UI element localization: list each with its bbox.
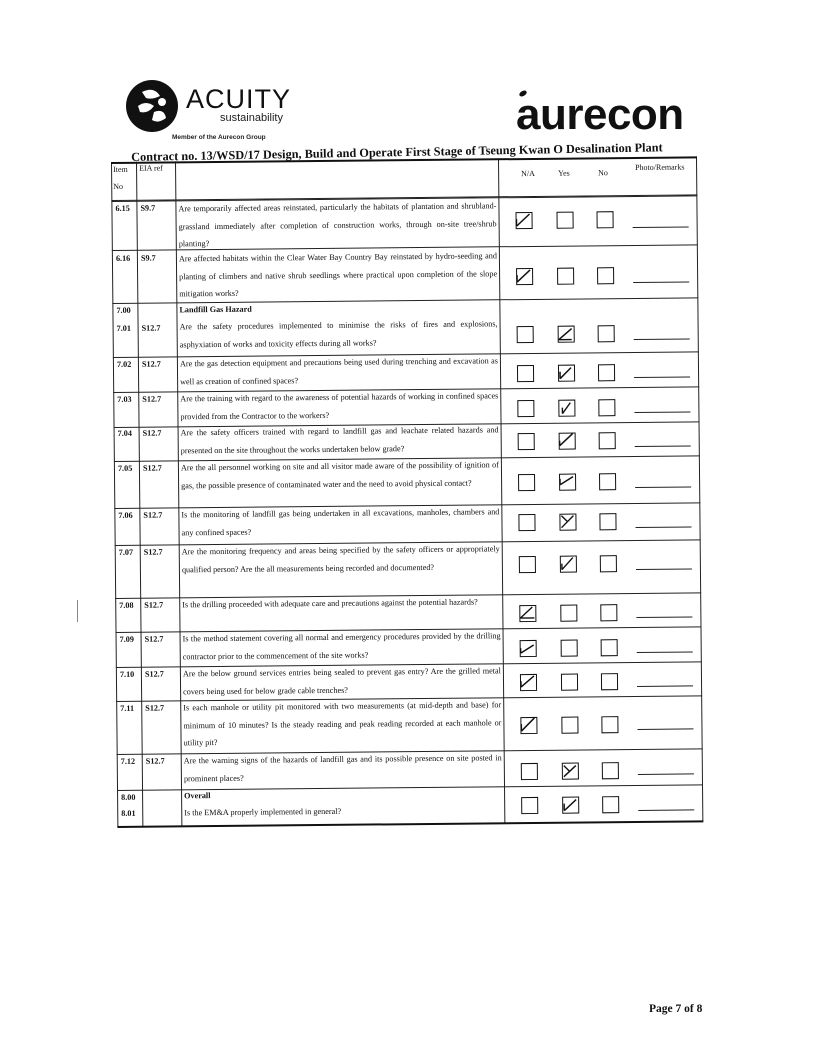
eia-ref: S12.7 bbox=[144, 634, 164, 644]
table-row bbox=[117, 803, 703, 818]
yes-checkbox[interactable] bbox=[561, 674, 578, 691]
remarks-field[interactable] bbox=[635, 486, 691, 488]
yes-checkbox[interactable] bbox=[562, 797, 579, 814]
check-mark-icon bbox=[520, 716, 537, 733]
no-checkbox[interactable] bbox=[598, 325, 615, 342]
yes-checkbox[interactable] bbox=[559, 433, 576, 450]
header-na: N/A bbox=[521, 168, 535, 179]
check-mark-icon bbox=[562, 796, 579, 813]
no-checkbox[interactable] bbox=[599, 473, 616, 490]
check-mark-icon bbox=[558, 399, 575, 416]
item-number: 8.01 bbox=[121, 808, 136, 818]
na-checkbox[interactable] bbox=[517, 400, 534, 417]
remarks-field[interactable] bbox=[635, 445, 691, 447]
header-photo-remarks: Photo/Remarks bbox=[635, 162, 685, 172]
no-checkbox[interactable] bbox=[602, 762, 619, 779]
no-checkbox[interactable] bbox=[599, 432, 616, 449]
yes-checkbox[interactable] bbox=[559, 474, 576, 491]
check-mark-icon bbox=[557, 325, 574, 342]
eia-ref: S9.7 bbox=[140, 203, 156, 213]
table-row bbox=[114, 458, 700, 490]
check-mark-icon bbox=[558, 432, 575, 449]
section-heading: Overall bbox=[184, 791, 211, 801]
question-text: Is the drilling proceeded with adequate care and precautions against the potential hazards? bbox=[182, 597, 478, 610]
margin-scan-mark bbox=[77, 600, 78, 622]
acuity-logo bbox=[124, 78, 294, 148]
item-number: 7.00 bbox=[116, 305, 131, 315]
table-row bbox=[116, 698, 702, 748]
no-checkbox[interactable] bbox=[598, 399, 615, 416]
question-text: Is the EM&A properly implemented in general? bbox=[184, 806, 342, 818]
remarks-field[interactable] bbox=[637, 728, 693, 730]
table-row bbox=[117, 787, 703, 802]
yes-checkbox[interactable] bbox=[558, 400, 575, 417]
table-row bbox=[112, 248, 698, 299]
item-number: 7.04 bbox=[117, 428, 132, 438]
yes-checkbox[interactable] bbox=[558, 326, 575, 343]
remarks-field[interactable] bbox=[634, 376, 690, 378]
acuity-emblem-icon bbox=[124, 78, 180, 134]
no-checkbox[interactable] bbox=[600, 555, 617, 572]
no-checkbox[interactable] bbox=[597, 267, 614, 284]
remarks-field[interactable] bbox=[633, 226, 689, 228]
acuity-tagline: sustainability bbox=[220, 112, 283, 124]
yes-checkbox[interactable] bbox=[556, 212, 573, 229]
check-mark-icon bbox=[515, 211, 532, 228]
item-number: 7.12 bbox=[120, 756, 136, 766]
question-text: Are the training with regard to the awareness of potential hazards of working in confined spaces provided from the Contractor to the workers? bbox=[180, 391, 499, 421]
item-number: 7.11 bbox=[120, 703, 135, 713]
yes-checkbox[interactable] bbox=[560, 605, 577, 622]
na-checkbox[interactable] bbox=[515, 212, 532, 229]
question-text: Are the gas detection equipment and precautions being used during trenching and excavation as well as creation of confined spaces? bbox=[179, 356, 498, 386]
na-checkbox[interactable] bbox=[516, 268, 533, 285]
yes-checkbox[interactable] bbox=[560, 556, 577, 573]
header-yes: Yes bbox=[558, 168, 570, 178]
eia-ref: S12.7 bbox=[141, 359, 161, 369]
table-row bbox=[114, 423, 700, 455]
check-mark-icon bbox=[559, 555, 576, 572]
check-mark-icon bbox=[519, 604, 536, 621]
table-row bbox=[115, 595, 701, 610]
table-row bbox=[116, 629, 702, 661]
remarks-field[interactable] bbox=[636, 526, 692, 528]
eia-ref: S12.7 bbox=[142, 428, 162, 438]
question-text: Are affected habitats within the Clear Water Bay Country Bay reinstated by hydro-seeding and planting of climbers and native shrub seedlings where practical upon completion of the slope mitigation works? bbox=[178, 251, 498, 299]
check-mark-icon bbox=[515, 267, 532, 284]
item-number: 7.02 bbox=[116, 359, 132, 369]
header-eia-ref: EIA ref bbox=[139, 163, 163, 173]
na-checkbox[interactable] bbox=[519, 556, 536, 573]
eia-ref: S12.7 bbox=[142, 394, 162, 404]
table-row bbox=[112, 300, 698, 315]
contract-title: Contract no. 13/WSD/17 Design, Build and Operate First Stage of Tseung Kwan O Desalination Plant bbox=[131, 140, 663, 164]
aurecon-logo: aurecon bbox=[516, 90, 684, 139]
item-number: 8.00 bbox=[121, 792, 136, 802]
eia-ref: S12.7 bbox=[144, 600, 164, 610]
header-item-no: No bbox=[113, 181, 124, 191]
no-checkbox[interactable] bbox=[596, 211, 613, 228]
na-checkbox[interactable] bbox=[518, 474, 535, 491]
checklist-table bbox=[111, 156, 703, 827]
table-row bbox=[115, 542, 701, 574]
acuity-wordmark: ACUITY bbox=[186, 84, 292, 114]
table-row bbox=[116, 664, 702, 696]
question-text: Is the monitoring of landfill gas being undertaken in all excavations, manholes, chambers and any confined spaces? bbox=[181, 507, 500, 537]
header-item: Item bbox=[113, 164, 128, 174]
remarks-field[interactable] bbox=[634, 338, 690, 340]
table-row bbox=[113, 389, 699, 421]
eia-ref: S12.7 bbox=[145, 756, 165, 766]
item-number: 7.10 bbox=[119, 669, 135, 679]
header-no: No bbox=[598, 168, 608, 178]
remarks-field[interactable] bbox=[637, 685, 693, 687]
question-text: Are the safety procedures implemented to minimise the risks of fires and explosions, asphyxiation of works and toxicity effects during all works? bbox=[179, 319, 498, 349]
acuity-member-note: Member of the Aurecon Group bbox=[172, 134, 266, 141]
no-checkbox[interactable] bbox=[602, 796, 619, 813]
no-checkbox[interactable] bbox=[601, 716, 618, 733]
question-text: Are temporarily affected areas reinstated, particularly the habitats of plantation and shrubland-grassland immediately after completion of construction works, through on-site tree/shrub planting? bbox=[178, 201, 497, 249]
item-number: 7.06 bbox=[118, 510, 133, 520]
eia-ref: S12.7 bbox=[143, 510, 163, 520]
table-row bbox=[113, 318, 699, 349]
check-mark-icon bbox=[559, 513, 576, 530]
remarks-field[interactable] bbox=[636, 616, 692, 618]
remarks-field[interactable] bbox=[636, 568, 692, 570]
item-number: 7.08 bbox=[119, 600, 134, 610]
question-text: Are the monitoring frequency and areas being specified by the safety officers or appropriately qualified person? Are the all measurements being recorded and documented? bbox=[181, 544, 500, 574]
question-text: Are the warning signs of the hazards of landfill gas and its possible presence on site posted in prominent places? bbox=[183, 753, 502, 783]
remarks-field[interactable] bbox=[638, 809, 694, 811]
item-number: 7.05 bbox=[117, 463, 133, 473]
item-number: 7.09 bbox=[119, 634, 134, 644]
eia-ref: S12.7 bbox=[143, 547, 163, 557]
item-number: 6.15 bbox=[115, 203, 130, 213]
question-text: Are the all personnel working on site and all visitor made aware of the possibility of ignition of gas, the possible presence of contaminated water and the need to avoid physical contact? bbox=[180, 460, 499, 490]
no-checkbox[interactable] bbox=[600, 604, 617, 621]
remarks-field[interactable] bbox=[634, 411, 690, 413]
remarks-field[interactable] bbox=[633, 281, 689, 283]
yes-checkbox[interactable] bbox=[561, 717, 578, 734]
yes-checkbox[interactable] bbox=[562, 763, 579, 780]
no-checkbox[interactable] bbox=[599, 513, 616, 530]
na-checkbox[interactable] bbox=[520, 717, 537, 734]
yes-checkbox[interactable] bbox=[561, 640, 578, 657]
eia-ref: S9.7 bbox=[140, 253, 156, 263]
item-number: 7.01 bbox=[116, 323, 131, 333]
question-text: Is each manhole or utility pit monitored with two measurements (at mid-depth and base) for minimum of 10 minutes? Is the steady reading and peak reading recorded at each manhole or utility pit? bbox=[183, 700, 502, 748]
eia-ref: S12.7 bbox=[144, 669, 164, 679]
table-row bbox=[117, 751, 703, 783]
no-checkbox[interactable] bbox=[601, 639, 618, 656]
eia-ref: S12.7 bbox=[142, 463, 162, 473]
table-row bbox=[111, 198, 697, 249]
section-heading: Landfill Gas Hazard bbox=[179, 304, 252, 315]
table-border-right bbox=[696, 156, 703, 821]
check-mark-icon bbox=[561, 762, 578, 779]
question-text: Are the safety officers trained with regard to landfill gas and leachate related hazards and presented on the site throughout the works undertaken below grade? bbox=[180, 425, 499, 455]
no-checkbox[interactable] bbox=[601, 673, 618, 690]
check-mark-icon bbox=[557, 364, 574, 381]
na-checkbox[interactable] bbox=[520, 674, 537, 691]
item-number: 7.03 bbox=[117, 394, 132, 404]
yes-checkbox[interactable] bbox=[557, 268, 574, 285]
item-number: 6.16 bbox=[115, 253, 131, 263]
question-text: Is the method statement covering all normal and emergency procedures provided by the drilling contractor prior to the commencement of the site works? bbox=[182, 631, 501, 661]
no-checkbox[interactable] bbox=[598, 364, 615, 381]
na-checkbox[interactable] bbox=[519, 605, 536, 622]
table-row bbox=[113, 354, 699, 386]
remarks-field[interactable] bbox=[638, 773, 694, 775]
item-number: 7.07 bbox=[118, 547, 134, 557]
page-number: Page 7 of 8 bbox=[649, 1003, 703, 1015]
yes-checkbox[interactable] bbox=[558, 365, 575, 382]
na-checkbox[interactable] bbox=[518, 433, 535, 450]
na-checkbox[interactable] bbox=[521, 763, 538, 780]
remarks-field[interactable] bbox=[637, 651, 693, 653]
table-row bbox=[114, 505, 700, 537]
yes-checkbox[interactable] bbox=[559, 514, 576, 531]
question-text: Are the below ground services entries being sealed to prevent gas entry? Are the grilled metal covers being used for below grade cable trenches? bbox=[182, 666, 501, 696]
na-checkbox[interactable] bbox=[517, 365, 534, 382]
check-mark-icon bbox=[519, 673, 536, 690]
eia-ref: S12.7 bbox=[141, 323, 161, 333]
na-checkbox[interactable] bbox=[520, 640, 537, 657]
check-mark-icon bbox=[519, 639, 536, 656]
na-checkbox[interactable] bbox=[517, 326, 534, 343]
eia-ref: S12.7 bbox=[145, 703, 165, 713]
na-checkbox[interactable] bbox=[518, 514, 535, 531]
na-checkbox[interactable] bbox=[521, 797, 538, 814]
check-mark-icon bbox=[558, 473, 575, 490]
